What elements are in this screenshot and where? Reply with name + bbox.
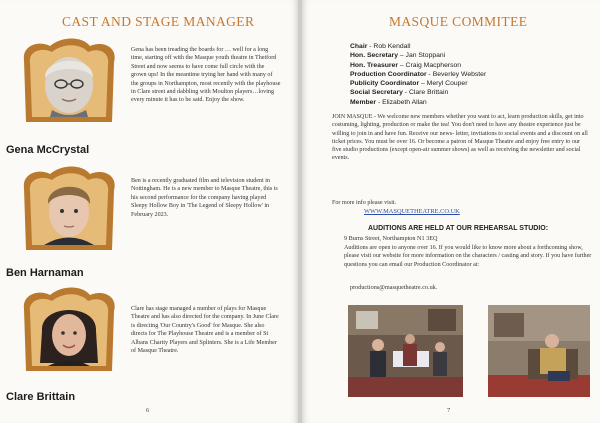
committee-row: Social Secretary - Clare Brittain — [350, 89, 449, 97]
committee-row: Member - Elizabeth Allan — [350, 98, 427, 106]
left-page-number: 6 — [146, 407, 150, 414]
gena-name: Gena McCrystal — [6, 144, 90, 156]
committee-row: Hon. Treasurer – Craig Macpherson — [350, 61, 462, 69]
ben-toast-photo — [18, 166, 120, 254]
auditions-heading: AUDITIONS ARE HELD AT OUR REHEARSAL STUDIO: — [368, 225, 549, 232]
email-address[interactable]: productions@masquetheatre.co.uk. — [350, 284, 438, 291]
committee-row: Production Coordinator - Beverley Webster — [350, 70, 487, 78]
rehearsal-photo-2 — [488, 305, 590, 397]
right-page-number: 7 — [447, 407, 451, 414]
clare-name: Clare Brittain — [6, 391, 76, 403]
committee-row: Chair - Rob Kendall — [350, 43, 411, 50]
ben-name: Ben Harnaman — [6, 267, 84, 279]
clare-bio: Clare has stage managed a number of plays for Masque Theatre and has also directed for the company. In June Clare is directing 'Our Country's Good' for Masque. She also directs for The Playhouse Theatre and is a member of St Albans Charity Players and Splinters. She is a Life Member of Masque Theatre. — [131, 306, 279, 355]
auditions-text: Auditions are open to anyone over 16. If you would like to know more about a forthcoming show, please visit our website for more information on the characters / casting and story. If you have further questions you can email our Production Coordinator at: — [344, 245, 592, 268]
gena-toast-photo — [18, 38, 120, 126]
right-page-title: MASQUE COMMITEE — [389, 14, 528, 29]
website-link[interactable]: WWW.MASQUETHEATRE.CO.UK — [364, 208, 460, 215]
right-page — [302, 0, 600, 423]
rehearsal-photo-1 — [348, 305, 463, 397]
committee-row: Hon. Secretary – Jan Stoppani — [350, 52, 446, 60]
committee-row: Publicity Coordinator – Meryl Couper — [350, 80, 468, 88]
ben-bio: Ben is a recently graduated film and television student in Nottingham. He is a new member to Masque Theatre, this is his second performance for the company having played Sleepy Hollow Boy in 'The Legend of Sleepy Hollow' in February 2023. — [131, 178, 278, 218]
committee-list — [350, 42, 486, 107]
left-page — [0, 0, 298, 423]
studio-address: 9 Burns Street, Northampton N1 3EQ — [344, 235, 438, 242]
clare-toast-photo — [18, 287, 120, 375]
gena-bio: Gena has been treading the boards for … well for a long time, starting off with the Masque youth theatre in Thetford Street and now seems to have come full circle with the grown ups! In the meantime trying her hand with many of the groups in Northampton, most recently with the playhouse in Clare street and dabbling with Moulton players…loving every minute it has to be said. Enjoy the show. — [131, 47, 281, 104]
more-info-text: For more info please visit. — [332, 200, 397, 206]
join-masque-text: JOIN MASQUE - We welcome new members whether you want to act, learn production skills, get into costuming, lighting, production or make the tea! You don't need to have any theatre experience just be willing to join in and have fun. Receive our news- letter, invitations to social events and a discount on all ticket prices. You must be over 16. Or become a patron of Masque Theatre and enjoy free entry to our five studio productions (except open-air summer shows) as well as receiving the newsletter and social events. — [332, 114, 588, 162]
left-page-title: CAST AND STAGE MANAGER — [62, 14, 255, 29]
